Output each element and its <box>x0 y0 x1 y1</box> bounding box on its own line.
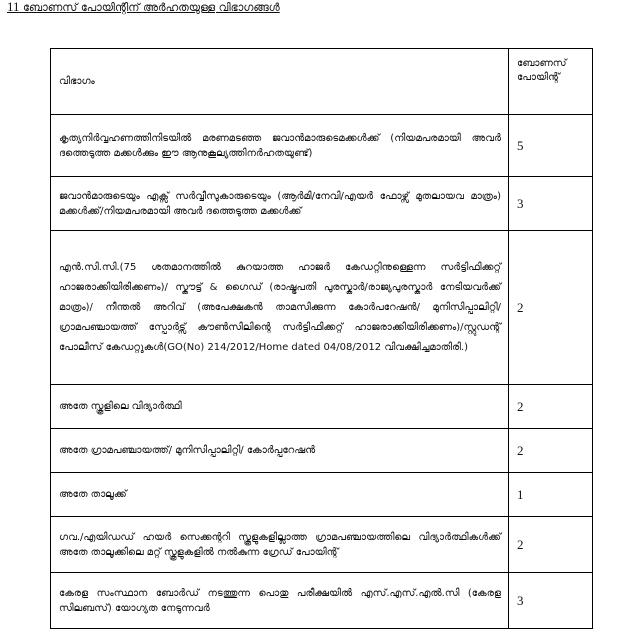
row-points: 3 <box>509 177 593 231</box>
row-category: ജവാൻമാരുടെയും എക്സ് സർവ്വീസുകാരുടെയും (ആർമി/നേവി/എയർ ഫോഴ്സ് മുതലായവ മാത്രം) മക്കൾക്ക്/നിയമപരമായി അവർ ദത്തെടുത്ത മക്കൾക്ക് <box>51 177 509 231</box>
row-category: കൃത്യനിർവ്വഹണത്തിനിടയിൽ മരണമടഞ്ഞ ജവാൻമാരുടെമക്കൾക്ക് (നിയമപരമായി അവർ ദത്തെടുത്ത മക്കൾക്കും ഈ ആനുകൂല്യത്തിനർഹതയുണ്ട്) <box>51 115 509 177</box>
row-points: 2 <box>509 231 593 385</box>
section-title: ബോണസ് പോയിന്റിന് അർഹതയുള്ള വിഭാഗങ്ങൾ <box>23 1 280 14</box>
row-points: 2 <box>509 517 593 573</box>
row-points: 2 <box>509 385 593 429</box>
row-points: 2 <box>509 429 593 473</box>
row-category: ഗവ./എയിഡഡ് ഹയർ സെക്കന്ററി സ്കൂളുകളില്ലാത്ത ഗ്രാമപഞ്ചായത്തിലെ വിദ്യാർത്ഥികൾക്ക് അതേ താലൂക്കിലെ മറ്റ് സ്കൂളുകളിൽ നൽകുന്ന ഗ്രേഡ് പോയിന്റ് <box>51 517 509 573</box>
table-row <box>51 177 593 231</box>
row-category: അതേ താലൂക്ക് <box>51 473 509 517</box>
bonus-points-table <box>50 48 593 629</box>
section-number: 11 <box>7 0 20 14</box>
header-category: വിഭാഗം <box>51 49 509 115</box>
row-points: 1 <box>509 473 593 517</box>
row-category: കേരള സംസ്ഥാന ബോർഡ് നടത്തുന്ന പൊതു പരീക്ഷയിൽ എസ്.എസ്.എൽ.സി (കേരള സിലബസ്) യോഗ്യത നേടുന്നവർ <box>51 573 509 629</box>
table-row <box>51 573 593 629</box>
section-heading <box>7 0 280 14</box>
table-row <box>51 115 593 177</box>
row-category: അതേ ഗ്രാമപഞ്ചായത്ത്/ മുനിസിപ്പാലിറ്റി/ കോർപ്പറേഷൻ <box>51 429 509 473</box>
table-row <box>51 429 593 473</box>
row-category: അതേ സ്കൂളിലെ വിദ്യാർത്ഥി <box>51 385 509 429</box>
row-points: 3 <box>509 573 593 629</box>
header-points: ബോണസ് പോയിന്റ് <box>509 49 593 115</box>
table-row <box>51 231 593 385</box>
table-row <box>51 385 593 429</box>
table-row <box>51 517 593 573</box>
row-points: 5 <box>509 115 593 177</box>
table-header-row <box>51 49 593 115</box>
table-row <box>51 473 593 517</box>
row-category: എൻ.സി.സി.(75 ശതമാനത്തിൽ കുറയാത്ത ഹാജർ കേഡറ്റിനുള്ളെന്ന സർട്ടിഫിക്കറ്റ് ഹാജരാക്കിയിരിക്കണം)/ സ്കൗട്ട് & ഗൈഡ് (രാഷ്ട്രപതി പുരസ്കാർ/രാജ്യപുരസ്കാർ നേടിയവർക്ക് മാത്രം)/ നീന്തൽ അറിവ് (അപേക്ഷകൻ താമസിക്കുന്ന കോർപറേഷൻ/ മുനിസിപ്പാലിറ്റി/ ഗ്രാമപഞ്ചായത്ത് സ്പോർട്സ് കൗൺസിലിന്റെ സർട്ടിഫിക്കറ്റ് ഹാജരാക്കിയിരിക്കണം)/സ്റ്റുഡന്റ് പോലീസ് കേഡറ്റുകൾ(GO(No) 214/2012/Home dated 04/08/2012 വിവക്ഷിച്ചമാതിരി.) <box>51 231 509 385</box>
